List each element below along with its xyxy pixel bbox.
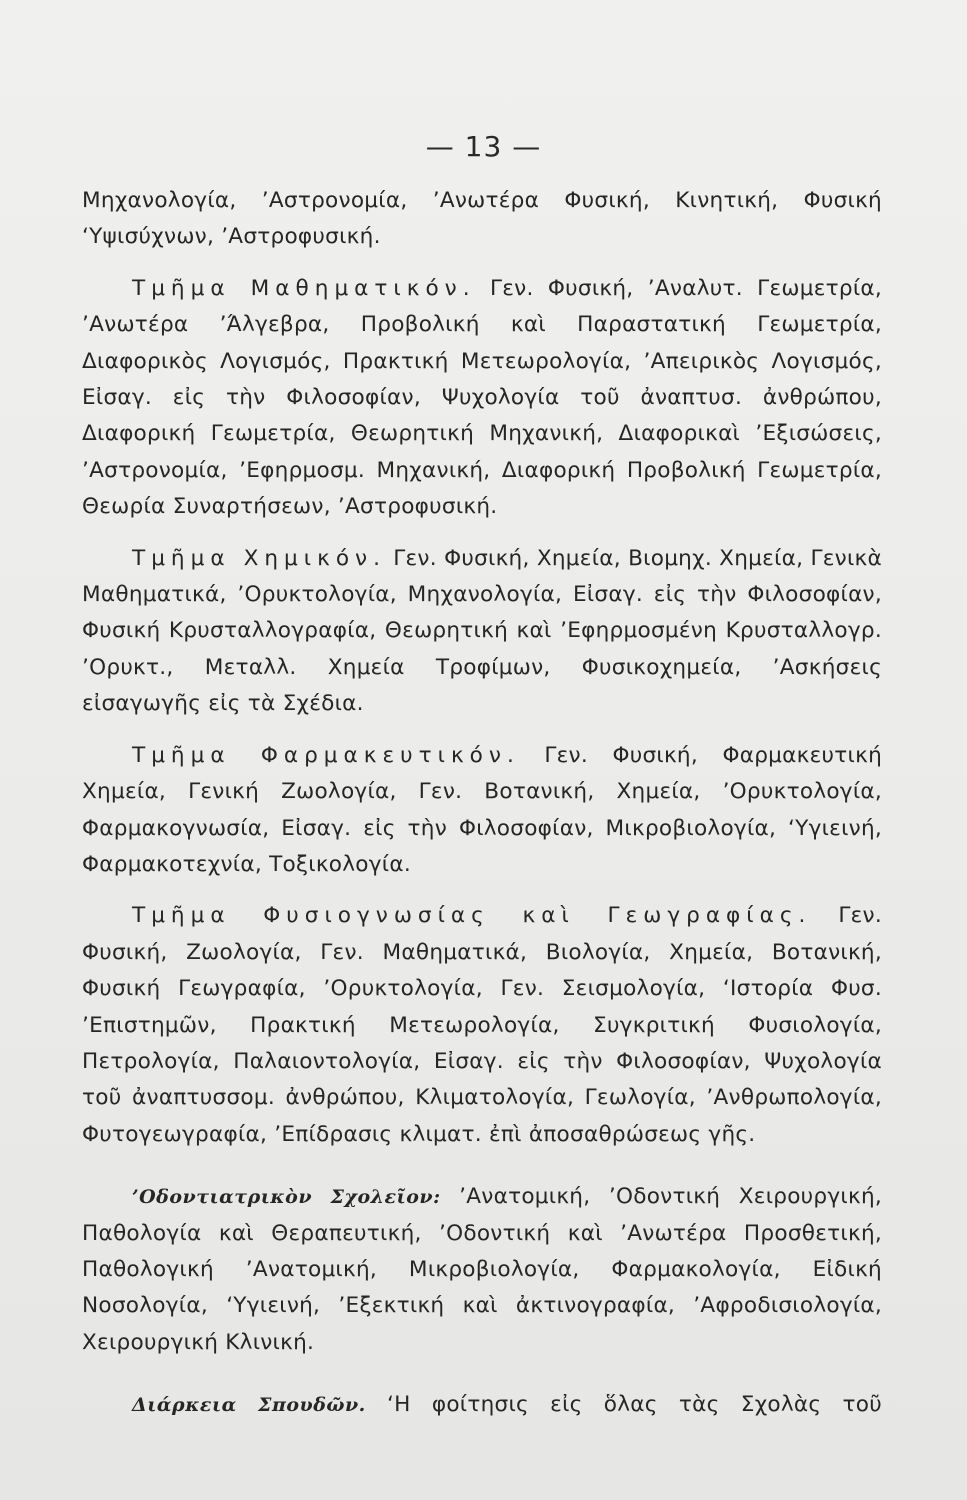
paragraph-text: Γεν. Φυσική, Ζωολογία, Γεν. Μαθηματικά, Βιολογία, Χημεία, Βοτανική, Φυσική Γεωγραφία, ’Ορυκτολογία, Γεν. Σεισμολογία, ‘Ιστορία Φυσ. ’Επιστημῶν, Πρακτική Μετεωρολογία, Συγκριτική Φυσιολογία, Πετρολογία, Παλαιοντολογία, Εἰσαγ. εἰς τὴν Φιλοσοφίαν, Ψυχολογία τοῦ ἀναπτυσσομ. ἀνθρώπου, Κλιματολογία, Γεωλογία, ’Ανθρωπολογία, Φυτογεωγραφία, ’Επίδρασις κλιματ. ἐπὶ ἀποσαθρώσεως γῆς. (82, 903, 882, 1147)
section-heading-dental-school: ’Οδοντιατρικὸν Σχολεῖον: (132, 1186, 441, 1209)
paragraph-study-duration (82, 1387, 882, 1423)
paragraph-continuation (82, 183, 882, 256)
paragraph-text: Γεν. Φυσική, Φαρμακευτική Χημεία, Γενική Ζωολογία, Γεν. Βοτανική, Χημεία, ’Ορυκτολογία, Φαρμακογνωσία, Εἰσαγ. εἰς τὴν Φιλοσοφίαν, Μικροβιολογία, ‘Υγιεινή, Φαρμακοτεχνία, Τοξικολογία. (82, 742, 883, 877)
page-body (82, 183, 882, 1439)
paragraph-text: ‘Η φοίτησις εἰς ὅλας τὰς Σχολὰς τοῦ (387, 1392, 882, 1418)
paragraph-text: Γεν. Φυσική, ’Αναλυτ. Γεωμετρία, ’Ανωτέρα ’Άλγεβρα, Προβολική καὶ Παραστατική Γεωμετρία, Διαφορικὸς Λογισμός, Πρακτική Μετεωρολογία, ’Απειρικὸς Λογισμός, Εἰσαγ. εἰς τὴν Φιλοσοφίαν, Ψυχολογία τοῦ ἀναπτυσ. ἀνθρώπου, Διαφορική Γεωμετρία, Θεωρητική Μηχανική, Διαφορικαὶ ’Εξισώσεις, ’Αστρονομία, ’Εφηρμοσμ. Μηχανική, Διαφορική Προβολική Γεωμετρία, Θεωρία Συναρτήσεων, ’Αστροφυσική. (82, 275, 882, 520)
paragraph-chemistry (82, 541, 882, 723)
section-heading-mathematics: Τμῆμα Μαθηματικόν. (132, 275, 476, 301)
section-heading-pharmacy: Τμῆμα Φαρμακευτικόν. (132, 742, 520, 768)
paragraph-text: Γεν. Φυσική, Χημεία, Βιομηχ. Χημεία, Γενικὰ Μαθηματικά, ’Ορυκτολογία, Μηχανολογία, Εἰσαγ. εἰς τὴν Φιλοσοφίαν, Φυσική Κρυσταλλογραφία, Θεωρητική καὶ ’Εφηρμοσμένη Κρυσταλλογρ. ’Ορυκτ., Μεταλλ. Χημεία Τροφίμων, Φυσικοχημεία, ’Ασκήσεις εἰσαγωγῆς εἰς τὰ Σχέδια. (82, 545, 882, 717)
section-heading-chemistry: Τμῆμα Χημικόν. (132, 545, 386, 571)
section-heading-natural-sciences: Τμῆμα Φυσιογνωσίας καὶ Γεωγραφίας. (132, 903, 812, 929)
page-number: — 13 — (425, 130, 542, 163)
paragraph-mathematics (82, 271, 882, 526)
paragraph-dental-school (82, 1179, 882, 1361)
paragraph-pharmacy (82, 738, 882, 884)
paragraph-natural-sciences (82, 898, 882, 1153)
paragraph-text: ’Ανατομική, ’Οδοντική Χειρουργική, Παθολογία καὶ Θεραπευτική, ’Οδοντική καὶ ’Ανωτέρα Προσθετική, Παθολογική ’Ανατομική, Μικροβιολογία, Φαρμακολογία, Εἰδική Νοσολογία, ‘Υγιεινή, ’Εξεκτική καὶ ἀκτινογραφία, ’Αφροδισιολογία, Χειρουργική Κλινική. (82, 1184, 882, 1355)
paragraph-text: Μηχανολογία, ’Αστρονομία, ’Ανωτέρα Φυσική, Κινητική, Φυσική ‘Υψισύχνων, ’Αστροφυσική. (82, 188, 882, 250)
section-heading-study-duration: Διάρκεια Σπουδῶν. (132, 1394, 366, 1417)
